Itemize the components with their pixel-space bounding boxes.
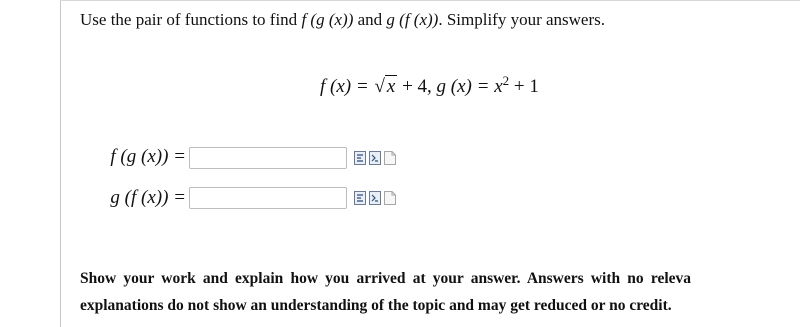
f-definition-lhs: f (x) =	[320, 76, 374, 97]
g-definition-lhs: g (x) = x	[436, 76, 503, 97]
content-frame-border	[60, 0, 61, 327]
instruction-prefix: Use the pair of functions to find	[80, 10, 302, 29]
instruction-conjunction: and	[353, 10, 387, 29]
g-exponent: 2	[502, 73, 510, 88]
radical-icon: √	[374, 76, 385, 97]
function-definitions	[320, 73, 539, 98]
instruction-expr-fog: f (g (x))	[301, 10, 354, 29]
sqrt-expression	[374, 76, 397, 98]
answer-tools-fog	[354, 151, 396, 165]
symbol-palette-icon[interactable]	[369, 191, 381, 205]
f-definition-rest: + 4,	[397, 76, 437, 97]
equation-editor-icon[interactable]	[354, 151, 366, 165]
sqrt-argument: x	[386, 76, 396, 97]
answer-tools-gof	[354, 191, 396, 205]
work-instructions-line-2: explanations do not show an understanding of the topic and may get reduced or no credit.	[80, 297, 672, 314]
answer-label-fog: f (g (x)) =	[110, 146, 186, 167]
work-instructions	[80, 265, 800, 319]
notes-icon[interactable]	[384, 191, 396, 205]
g-definition-rest: + 1	[509, 76, 539, 97]
answer-label-gof: g (f (x)) =	[110, 187, 186, 208]
work-instructions-line-1: Show your work and explain how you arrived at your answer. Answers with no releva	[80, 270, 692, 287]
notes-icon[interactable]	[384, 151, 396, 165]
equation-editor-icon[interactable]	[354, 191, 366, 205]
instruction-expr-gof: g (f (x))	[386, 10, 439, 29]
instruction-suffix: . Simplify your answers.	[438, 10, 606, 29]
answer-input-fog[interactable]	[189, 147, 347, 169]
symbol-palette-icon[interactable]	[369, 151, 381, 165]
content-frame-top-border	[60, 0, 800, 1]
answer-input-gof[interactable]	[189, 187, 347, 209]
instruction-text	[80, 10, 605, 30]
